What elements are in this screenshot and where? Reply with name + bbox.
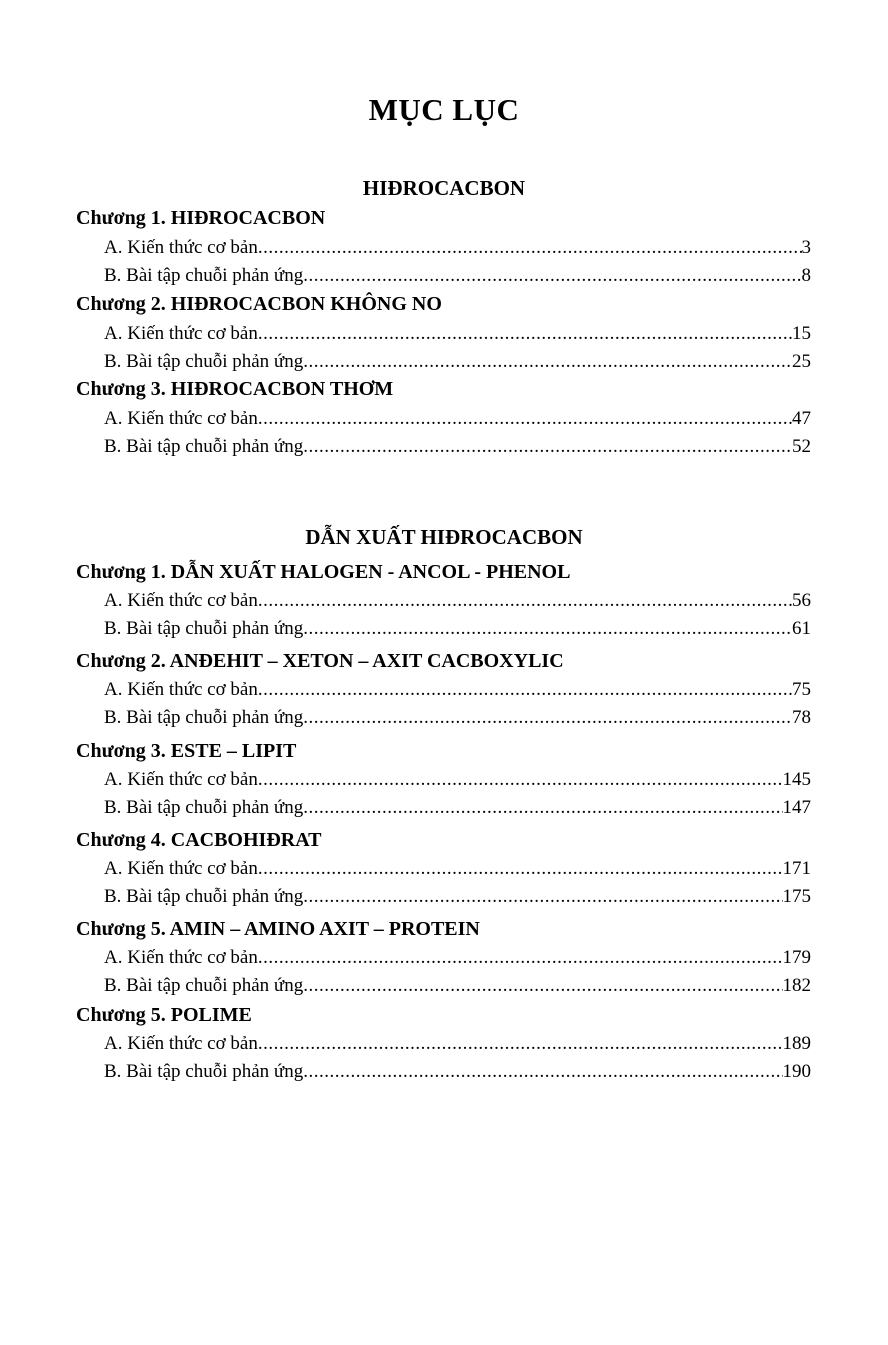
toc-entry: [104, 858, 811, 880]
dot-leader: [303, 797, 782, 819]
section-heading: HIĐROCACBON: [362, 176, 526, 200]
page-title: MỤC LỤC: [368, 92, 520, 127]
toc-entry: [104, 618, 811, 640]
entry-label: A. Kiến thức cơ bản: [104, 237, 258, 258]
chapter-title: Chương 5. POLIME: [76, 1004, 252, 1026]
dot-leader: [258, 679, 792, 701]
toc-entry: [104, 1061, 811, 1083]
entry-page-number: 52: [792, 436, 811, 457]
entry-page-number: 78: [792, 707, 811, 728]
dot-leader: [258, 323, 792, 345]
toc-entry: [104, 323, 811, 345]
entry-label: B. Bài tập chuỗi phản ứng: [104, 351, 304, 372]
entry-label: A. Kiến thức cơ bản: [104, 679, 258, 700]
entry-label: B. Bài tập chuỗi phản ứng: [104, 975, 304, 996]
toc-entry: [104, 408, 811, 430]
entry-label: A. Kiến thức cơ bản: [104, 590, 258, 611]
section-heading: DẪN XUẤT HIĐROCACBON: [305, 525, 583, 549]
toc-entry: [104, 237, 811, 259]
entry-page-number: 8: [801, 265, 811, 286]
entry-label: B. Bài tập chuỗi phản ứng: [104, 1061, 304, 1082]
chapter-title: Chương 2. ANĐEHIT – XETON – AXIT CACBOXYLIC: [76, 650, 564, 672]
entry-page-number: 3: [801, 237, 811, 258]
dot-leader: [258, 769, 783, 791]
entry-page-number: 25: [792, 351, 811, 372]
toc-entry: [104, 707, 811, 729]
dot-leader: [258, 947, 783, 969]
toc-entry: [104, 886, 811, 908]
entry-page-number: 147: [782, 797, 811, 818]
dot-leader: [303, 265, 801, 287]
entry-page-number: 190: [782, 1061, 811, 1082]
toc-entry: [104, 1033, 811, 1055]
dot-leader: [303, 436, 792, 458]
toc-entry: [104, 679, 811, 701]
dot-leader: [303, 618, 792, 640]
chapter-title: Chương 5. AMIN – AMINO AXIT – PROTEIN: [76, 918, 480, 940]
entry-page-number: 189: [782, 1033, 811, 1054]
toc-entry: [104, 590, 811, 612]
dot-leader: [258, 237, 802, 259]
entry-label: B. Bài tập chuỗi phản ứng: [104, 797, 304, 818]
entry-page-number: 61: [792, 618, 811, 639]
entry-label: B. Bài tập chuỗi phản ứng: [104, 265, 304, 286]
entry-page-number: 171: [782, 858, 811, 879]
entry-label: A. Kiến thức cơ bản: [104, 858, 258, 879]
entry-label: A. Kiến thức cơ bản: [104, 323, 258, 344]
toc-entry: [104, 797, 811, 819]
entry-page-number: 145: [782, 769, 811, 790]
entry-label: A. Kiến thức cơ bản: [104, 408, 258, 429]
toc-entry: [104, 975, 811, 997]
dot-leader: [303, 886, 782, 908]
entry-label: B. Bài tập chuỗi phản ứng: [104, 707, 304, 728]
entry-label: A. Kiến thức cơ bản: [104, 947, 258, 968]
dot-leader: [303, 1061, 782, 1083]
dot-leader: [258, 408, 792, 430]
chapter-title: Chương 3. ESTE – LIPIT: [76, 740, 297, 762]
entry-page-number: 182: [782, 975, 811, 996]
toc-entry: [104, 436, 811, 458]
entry-label: B. Bài tập chuỗi phản ứng: [104, 436, 304, 457]
dot-leader: [258, 1033, 783, 1055]
dot-leader: [258, 858, 783, 880]
entry-label: B. Bài tập chuỗi phản ứng: [104, 886, 304, 907]
toc-entry: [104, 947, 811, 969]
chapter-title: Chương 4. CACBOHIĐRAT: [76, 829, 322, 851]
toc-entry: [104, 351, 811, 373]
dot-leader: [303, 975, 782, 997]
entry-page-number: 75: [792, 679, 811, 700]
entry-page-number: 15: [792, 323, 811, 344]
toc-entry: [104, 769, 811, 791]
dot-leader: [258, 590, 792, 612]
chapter-title: Chương 2. HIĐROCACBON KHÔNG NO: [76, 293, 442, 315]
chapter-title: Chương 1. HIĐROCACBON: [76, 207, 326, 229]
dot-leader: [303, 351, 792, 373]
toc-entry: [104, 265, 811, 287]
entry-page-number: 175: [782, 886, 811, 907]
entry-page-number: 179: [782, 947, 811, 968]
chapter-title: Chương 3. HIĐROCACBON THƠM: [76, 378, 394, 400]
entry-label: B. Bài tập chuỗi phản ứng: [104, 618, 304, 639]
entry-label: A. Kiến thức cơ bản: [104, 1033, 258, 1054]
entry-page-number: 47: [792, 408, 811, 429]
chapter-title: Chương 1. DẪN XUẤT HALOGEN - ANCOL - PHENOL: [76, 561, 571, 583]
entry-page-number: 56: [792, 590, 811, 611]
dot-leader: [303, 707, 792, 729]
entry-label: A. Kiến thức cơ bản: [104, 769, 258, 790]
